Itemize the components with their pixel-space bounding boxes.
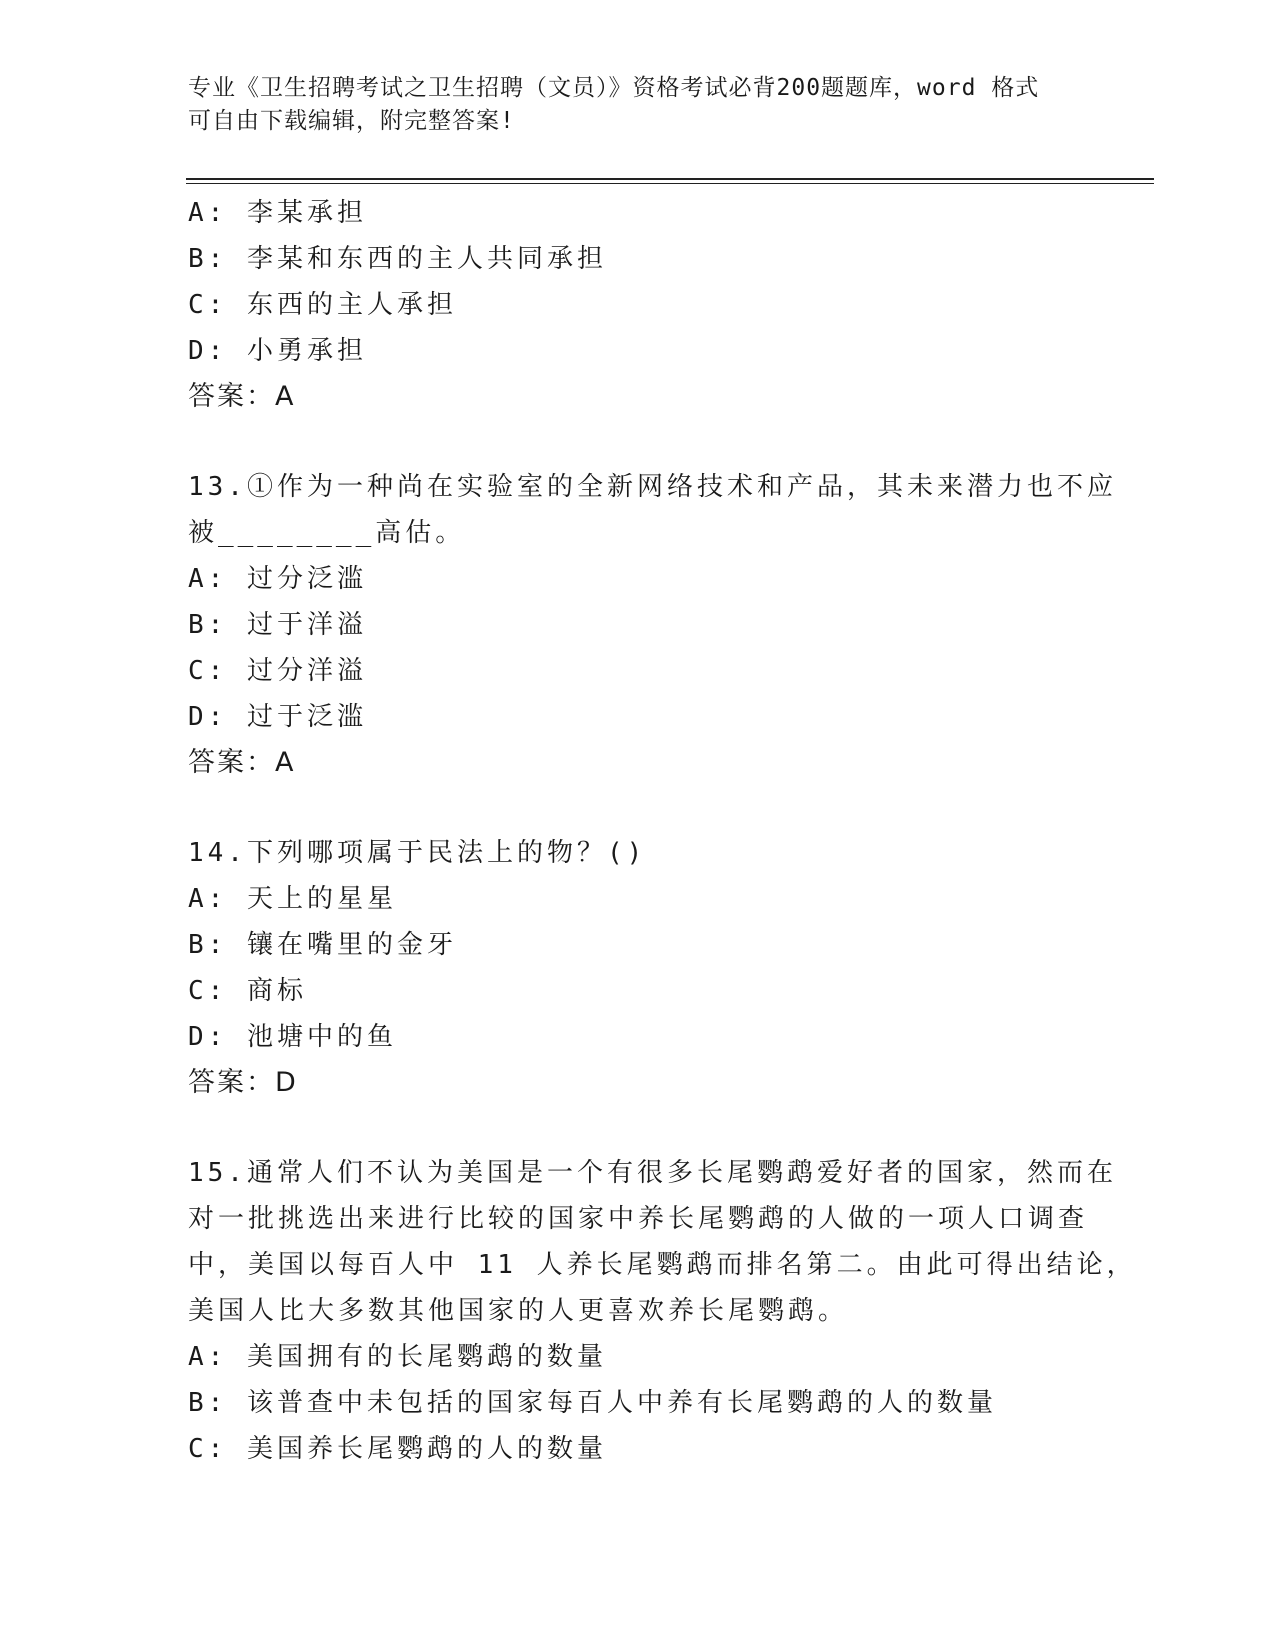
option-a: A: 李某承担: [188, 198, 367, 228]
document-header: [188, 72, 1088, 138]
question-14: [188, 830, 1088, 1106]
option-b: B: 镶在嘴里的金牙: [188, 930, 457, 960]
question-15: [188, 1150, 1137, 1472]
question-stem: 中，美国以每百人中 11 人养长尾鹦鹉而排名第二。由此可得出结论，: [188, 1250, 1137, 1280]
option-b: B: 李某和东西的主人共同承担: [188, 244, 607, 274]
option-c: C: 过分洋溢: [188, 656, 367, 686]
option-a: A: 过分泛滥: [188, 564, 367, 594]
question-13: [188, 464, 1117, 786]
question-stem: 15.通常人们不认为美国是一个有很多长尾鹦鹉爱好者的国家，然而在: [188, 1158, 1117, 1188]
header-rule-thin: [186, 183, 1154, 184]
question-stem: 美国人比大多数其他国家的人更喜欢养长尾鹦鹉。: [188, 1296, 849, 1326]
question-stem: 13.①作为一种尚在实验室的全新网络技术和产品，其未来潜力也不应: [188, 472, 1117, 502]
answer-line: 答案：D: [188, 1067, 298, 1098]
question-stem: 14.下列哪项属于民法上的物？(): [188, 838, 647, 868]
option-a: A: 天上的星星: [188, 884, 397, 914]
question-stem: 对一批挑选出来进行比较的国家中养长尾鹦鹉的人做的一项人口调查: [188, 1204, 1089, 1234]
header-rule-thick: [186, 178, 1154, 180]
option-b: B: 过于洋溢: [188, 610, 367, 640]
answer-line: 答案：A: [188, 381, 296, 412]
question-body: [188, 190, 1137, 1472]
answer-line: 答案：A: [188, 747, 296, 778]
option-d: D: 过于泛滥: [188, 702, 367, 732]
option-a: A: 美国拥有的长尾鹦鹉的数量: [188, 1342, 607, 1372]
option-d: D: 小勇承担: [188, 336, 367, 366]
option-d: D: 池塘中的鱼: [188, 1022, 397, 1052]
question-stem: 被________高估。: [188, 518, 466, 548]
header-title-line1: 专业《卫生招聘考试之卫生招聘（文员）》资格考试必背200题题库，word 格式: [188, 75, 1040, 101]
header-title-line2: 可自由下载编辑，附完整答案!: [188, 108, 515, 134]
option-c: C: 东西的主人承担: [188, 290, 457, 320]
option-c: C: 美国养长尾鹦鹉的人的数量: [188, 1434, 607, 1464]
option-c: C: 商标: [188, 976, 307, 1006]
option-b: B: 该普查中未包括的国家每百人中养有长尾鹦鹉的人的数量: [188, 1388, 997, 1418]
question-12: [188, 190, 1088, 420]
